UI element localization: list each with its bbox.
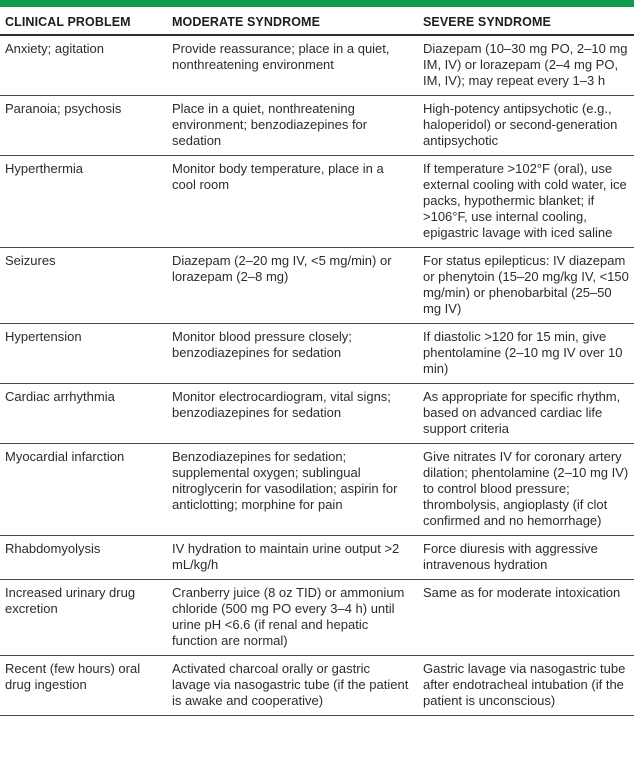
table-row xyxy=(0,96,634,156)
cell-moderate-syndrome: Place in a quiet, nonthreatening environment; benzodiazepines for sedation xyxy=(172,96,423,156)
cell-severe-syndrome: For status epilepticus: IV diazepam or phenytoin (15–20 mg/kg IV, <150 mg/min) or phenobarbital (25–50 mg IV) xyxy=(423,248,634,324)
cell-severe-syndrome: Same as for moderate intoxication xyxy=(423,580,634,656)
table-row xyxy=(0,580,634,656)
cell-clinical-problem: Myocardial infarction xyxy=(0,444,172,536)
table-header xyxy=(0,12,634,35)
cell-severe-syndrome: If diastolic >120 for 15 min, give phentolamine (2–10 mg IV over 10 min) xyxy=(423,324,634,384)
cell-severe-syndrome: As appropriate for specific rhythm, based on advanced cardiac life support criteria xyxy=(423,384,634,444)
clinical-treatment-table xyxy=(0,12,634,716)
table-row xyxy=(0,248,634,324)
table-body xyxy=(0,35,634,716)
cell-clinical-problem: Rhabdomyolysis xyxy=(0,536,172,580)
cell-clinical-problem: Paranoia; psychosis xyxy=(0,96,172,156)
cell-severe-syndrome: Give nitrates IV for coronary artery dilation; phentolamine (2–10 mg IV) to control blood pressure; thrombolysis, angioplasty (if clot confirmed and no hemorrhage) xyxy=(423,444,634,536)
cell-clinical-problem: Seizures xyxy=(0,248,172,324)
cell-severe-syndrome: Diazepam (10–30 mg PO, 2–10 mg IM, IV) or lorazepam (2–4 mg PO, IM, IV); may repeat every 1–3 h xyxy=(423,35,634,96)
cell-moderate-syndrome: Diazepam (2–20 mg IV, <5 mg/min) or lorazepam (2–8 mg) xyxy=(172,248,423,324)
table-row xyxy=(0,444,634,536)
cell-moderate-syndrome: IV hydration to maintain urine output >2 mL/kg/h xyxy=(172,536,423,580)
cell-clinical-problem: Hypertension xyxy=(0,324,172,384)
cell-clinical-problem: Hyperthermia xyxy=(0,156,172,248)
cell-moderate-syndrome: Cranberry juice (8 oz TID) or ammonium chloride (500 mg PO every 3–4 h) until urine pH <6.6 (if renal and hepatic function are normal) xyxy=(172,580,423,656)
table-row xyxy=(0,536,634,580)
cell-moderate-syndrome: Monitor blood pressure closely; benzodiazepines for sedation xyxy=(172,324,423,384)
accent-bar xyxy=(0,0,634,7)
cell-moderate-syndrome: Benzodiazepines for sedation; supplemental oxygen; sublingual nitroglycerin for vasodilation; aspirin for anticlotting; morphine for pain xyxy=(172,444,423,536)
table-row xyxy=(0,156,634,248)
column-header-moderate-syndrome: MODERATE SYNDROME xyxy=(172,12,423,35)
table-row xyxy=(0,35,634,96)
column-header-severe-syndrome: SEVERE SYNDROME xyxy=(423,12,634,35)
cell-moderate-syndrome: Monitor body temperature, place in a cool room xyxy=(172,156,423,248)
cell-clinical-problem: Cardiac arrhythmia xyxy=(0,384,172,444)
cell-clinical-problem: Recent (few hours) oral drug ingestion xyxy=(0,656,172,716)
cell-severe-syndrome: If temperature >102°F (oral), use external cooling with cold water, ice packs, hypothermic blanket; if >106°F, use internal cooling, epigastric lavage with iced saline xyxy=(423,156,634,248)
cell-severe-syndrome: High-potency antipsychotic (e.g., haloperidol) or second-generation antipsychotic xyxy=(423,96,634,156)
cell-moderate-syndrome: Provide reassurance; place in a quiet, nonthreatening environment xyxy=(172,35,423,96)
cell-moderate-syndrome: Activated charcoal orally or gastric lavage via nasogastric tube (if the patient is awake and cooperative) xyxy=(172,656,423,716)
table-header-row xyxy=(0,12,634,35)
cell-clinical-problem: Anxiety; agitation xyxy=(0,35,172,96)
table-row xyxy=(0,656,634,716)
column-header-clinical-problem: CLINICAL PROBLEM xyxy=(0,12,172,35)
cell-severe-syndrome: Force diuresis with aggressive intravenous hydration xyxy=(423,536,634,580)
cell-moderate-syndrome: Monitor electrocardiogram, vital signs; benzodiazepines for sedation xyxy=(172,384,423,444)
cell-severe-syndrome: Gastric lavage via nasogastric tube after endotracheal intubation (if the patient is unconscious) xyxy=(423,656,634,716)
cell-clinical-problem: Increased urinary drug excretion xyxy=(0,580,172,656)
table-row xyxy=(0,324,634,384)
table-row xyxy=(0,384,634,444)
